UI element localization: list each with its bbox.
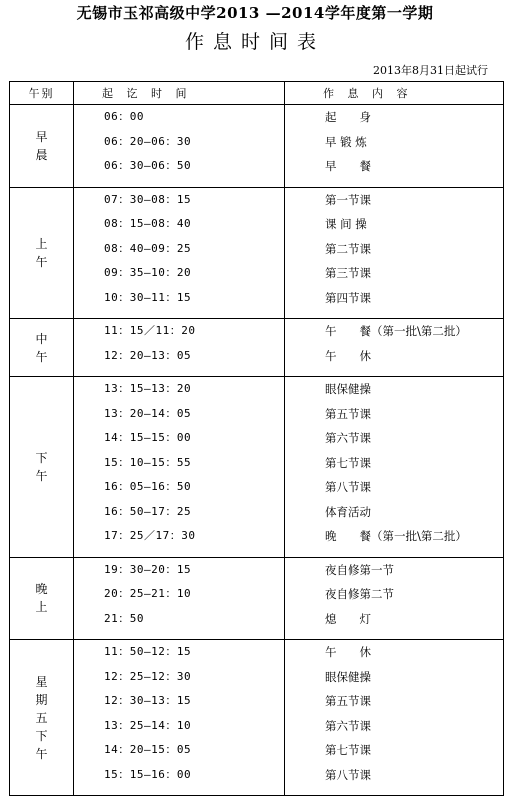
- time-range: 15：15—16：00: [104, 767, 192, 781]
- time-range: 09：35—10：20: [104, 266, 192, 279]
- period-label: [10, 640, 74, 796]
- activity-name: 课 间 操: [325, 217, 367, 231]
- activity-name: 起 身: [325, 110, 371, 124]
- period-char: 午: [35, 468, 48, 483]
- activity-cell: [285, 105, 504, 188]
- time-range: 08：15—08：40: [104, 217, 192, 230]
- activity-name: 晚 餐（第一批\第二批）: [325, 529, 467, 543]
- time-range: 10：30—11：15: [104, 290, 192, 304]
- activity-name: 第五节课: [325, 406, 371, 421]
- period-char: 下: [35, 728, 48, 743]
- activity-name: 第四节课: [325, 290, 371, 305]
- period-char: 午: [35, 254, 48, 269]
- period-label: [10, 187, 74, 319]
- column-header-period: 午别: [10, 82, 74, 105]
- activity-name: 午 餐（第一批\第二批）: [325, 324, 467, 338]
- activity-name: 第八节课: [325, 480, 371, 494]
- time-range: 08：40—09：25: [104, 241, 192, 255]
- activity-name: 第二节课: [325, 241, 371, 256]
- time-range: 06：20—06：30: [104, 134, 192, 148]
- cell-padding: [74, 310, 284, 318]
- time-range: 21：50: [104, 611, 144, 625]
- time-cell: [74, 105, 285, 188]
- time-range: 12：30—13：15: [104, 694, 192, 707]
- schedule-section: [10, 557, 504, 640]
- cell-padding: [285, 179, 503, 187]
- activity-cell: [285, 319, 504, 377]
- time-range: 06：30—06：50: [104, 159, 192, 172]
- activity-name: 早 锻 炼: [325, 134, 367, 149]
- activity-name: 第五节课: [325, 694, 371, 708]
- activity-cell: [285, 557, 504, 640]
- schedule-section: [10, 640, 504, 796]
- cell-padding: [74, 179, 284, 187]
- page-title: 作息时间表: [184, 31, 325, 53]
- time-range: 16：05—16：50: [104, 480, 192, 493]
- activity-name: 第八节课: [325, 767, 371, 782]
- period-char: 星: [35, 674, 48, 689]
- period-char: 中: [35, 331, 48, 346]
- time-range: 15：10—15：55: [104, 455, 192, 469]
- period-char: 午: [35, 349, 48, 364]
- period-char: 午: [35, 746, 48, 761]
- activity-name: 眼保健操: [325, 669, 371, 684]
- time-range: 14：20—15：05: [104, 743, 192, 756]
- activity-name: 午 休: [325, 645, 371, 659]
- time-range: 17：25／17：30: [104, 529, 196, 542]
- activity-name: 夜自修第二节: [325, 587, 394, 601]
- time-cell: [74, 377, 285, 558]
- time-cell: [74, 557, 285, 640]
- period-label: [10, 557, 74, 640]
- time-range: 12：20—13：05: [104, 348, 192, 362]
- period-label: [10, 105, 74, 188]
- column-header-time: 起 讫 时 间: [74, 82, 285, 105]
- activity-name: 第一节课: [325, 192, 371, 207]
- time-range: 13：20—14：05: [104, 406, 192, 420]
- time-range: 11：50—12：15: [104, 645, 192, 658]
- time-range: 16：50—17：25: [104, 504, 192, 518]
- activity-name: 第三节课: [325, 266, 371, 280]
- activity-cell: [285, 187, 504, 319]
- activity-name: 体育活动: [325, 504, 371, 519]
- time-range: 13：25—14：10: [104, 718, 192, 732]
- schedule-section: [10, 187, 504, 319]
- effective-date: 2013年8月31日起试行: [373, 64, 488, 77]
- period-char: 五: [35, 710, 48, 725]
- period-char: 上: [35, 236, 48, 251]
- period-char: 晚: [35, 582, 48, 597]
- schedule-body: [10, 105, 504, 796]
- school-heading: 无锡市玉祁高级中学2013 —2014学年度第一学期: [76, 4, 434, 22]
- time-range: 20：25—21：10: [104, 587, 192, 600]
- time-range: 06：00: [104, 110, 144, 123]
- activity-name: 第七节课: [325, 743, 371, 757]
- time-range: 07：30—08：15: [104, 192, 192, 206]
- cell-padding: [74, 631, 284, 639]
- activity-name: 早 餐: [325, 159, 371, 173]
- time-cell: [74, 187, 285, 319]
- period-char: 晨: [35, 147, 48, 162]
- cell-padding: [74, 549, 284, 557]
- table-header-row: [10, 82, 504, 105]
- cell-padding: [285, 549, 503, 557]
- schedule-section: [10, 105, 504, 188]
- period-char: 早: [35, 129, 48, 144]
- cell-padding: [74, 368, 284, 376]
- activity-name: 第七节课: [325, 455, 371, 470]
- cell-padding: [285, 787, 503, 795]
- activity-name: 熄 灯: [325, 611, 371, 626]
- time-cell: [74, 640, 285, 796]
- column-header-activity: 作 息 内 容: [285, 82, 504, 105]
- time-range: 11：15／11：20: [104, 324, 196, 337]
- period-char: 期: [35, 692, 48, 707]
- activity-name: 午 休: [325, 348, 371, 363]
- period-char: 上: [35, 600, 48, 615]
- period-label: [10, 319, 74, 377]
- cell-padding: [74, 787, 284, 795]
- period-label: [10, 377, 74, 558]
- cell-padding: [285, 310, 503, 318]
- cell-padding: [285, 368, 503, 376]
- time-range: 14：15—15：00: [104, 431, 192, 444]
- activity-name: 第六节课: [325, 718, 371, 733]
- time-range: 19：30—20：15: [104, 562, 192, 576]
- schedule-section: [10, 377, 504, 558]
- time-range: 13：15—13：20: [104, 382, 192, 395]
- activity-name: 第六节课: [325, 431, 371, 445]
- activity-name: 眼保健操: [325, 382, 371, 396]
- period-char: 下: [35, 450, 48, 465]
- activity-cell: [285, 377, 504, 558]
- activity-name: 夜自修第一节: [325, 562, 394, 577]
- cell-padding: [285, 631, 503, 639]
- activity-cell: [285, 640, 504, 796]
- schedule-section: [10, 319, 504, 377]
- time-cell: [74, 319, 285, 377]
- time-range: 12：25—12：30: [104, 669, 192, 683]
- schedule-table: [9, 81, 504, 796]
